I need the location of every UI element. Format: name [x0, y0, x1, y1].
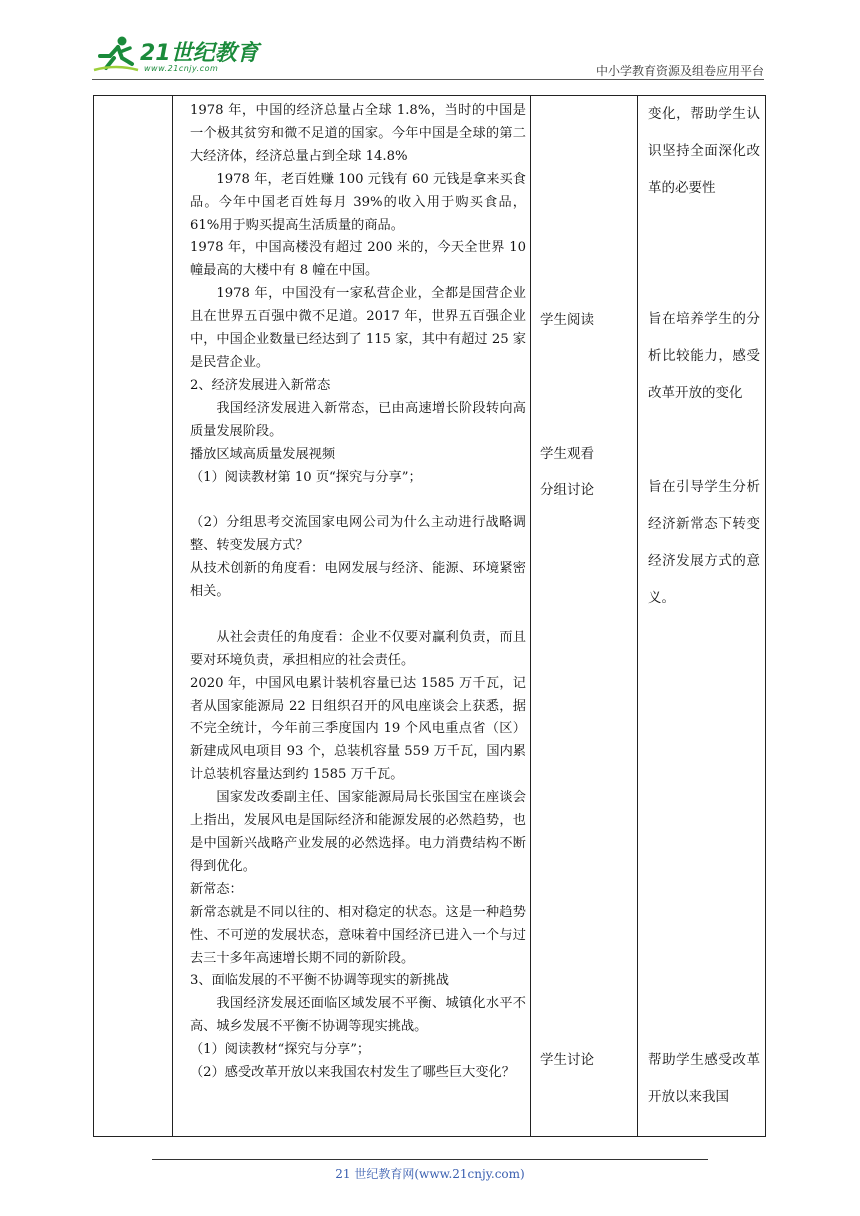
- column-divider: [530, 96, 531, 1136]
- content-paragraph: 2020 年，中国风电累计装机容量已达 1585 万千瓦，记者从国家能源局 22 日组织召开的风电座谈会上获悉，据不完全统计，今年前三季度国内 19 个风电重点省（区）新建成风电项目 93 个，总装机容量 559 万千瓦，国内累计总装机容量达到约 1585 万千瓦。: [190, 675, 526, 783]
- design-intent: 帮助学生感受改革开放以来我国: [648, 1052, 760, 1105]
- content-paragraph: 3、面临发展的不平衡不协调等现实的新挑战: [190, 973, 449, 989]
- runner-logo-icon: [92, 34, 140, 74]
- content-paragraph: 我国经济发展还面临区域发展不平衡、城镇化水平不高、城乡发展不平衡不协调等现实挑战。: [190, 996, 526, 1035]
- content-paragraph: 1978 年，老百姓赚 100 元钱有 60 元钱是拿来买食品。今年中国老百姓每月 39%的收入用于购买食品，61%用于购买提高生活质量的商品。: [190, 171, 526, 233]
- content-paragraph: 播放区域高质量发展视频: [190, 446, 336, 462]
- student-activity: [540, 302, 630, 338]
- student-activity: [540, 1042, 630, 1078]
- content-paragraph: （2）分组思考交流国家电网公司为什么主动进行战略调整、转变发展方式？: [190, 515, 526, 554]
- content-paragraph: 1978 年，中国没有一家私营企业，全都是国营企业且在世界五百强中微不足道。2017 年，世界五百强企业中，中国企业数量已经达到了 115 家，其中有超过 25 家是民营企业。: [190, 286, 526, 370]
- activity-line: 分组讨论: [540, 482, 594, 498]
- platform-name: 中小学教育资源及组卷应用平台: [595, 64, 764, 78]
- student-activity: [540, 436, 630, 508]
- content-paragraph: 我国经济发展进入新常态，已由高速增长阶段转向高质量发展阶段。: [190, 400, 526, 439]
- design-intent: 旨在引导学生分析经济新常态下转变经济发展方式的意义。: [648, 479, 760, 606]
- activity-line: 学生阅读: [540, 312, 594, 328]
- content-paragraph: 国家发改委副主任、国家能源局局长张国宝在座谈会上指出，发展风电是国际经济和能源发展的必然趋势，也是中国新兴战略产业发展的必然选择。电力消费结构不断得到优化。: [190, 790, 526, 874]
- design-intent: 旨在培养学生的分析比较能力，感受改革开放的变化: [648, 311, 760, 401]
- content-paragraph: （1）阅读教材“探究与分享”；: [190, 1042, 371, 1058]
- activity-line: 学生观看: [540, 446, 594, 462]
- content-paragraph: 新常态就是不同以往的、相对稳定的状态。这是一种趋势性、不可逆的发展状态，意味着中国经济已进入一个与过去三十多年高速增长期不同的新阶段。: [190, 904, 526, 966]
- logo-text: 21世纪教育: [140, 41, 259, 66]
- logo-url: www.21cnjy.com: [144, 64, 219, 73]
- site-logo[interactable]: [92, 30, 292, 78]
- blank-line: [190, 604, 526, 627]
- footer-divider: [152, 1159, 708, 1160]
- content-paragraph: 1978 年，中国高楼没有超过 200 米的，今天全世界 10 幢最高的大楼中有 8 幢在中国。: [190, 240, 526, 279]
- design-intent: 变化，帮助学生认识坚持全面深化改革的必要性: [648, 106, 760, 196]
- blank-line: [190, 489, 526, 512]
- column-divider: [172, 96, 173, 1136]
- page-header: [92, 30, 764, 80]
- content-paragraph: 从技术创新的角度看：电网发展与经济、能源、环境紧密相关。: [190, 561, 526, 600]
- footer-text[interactable]: 21 世纪教育网(www.21cnjy.com): [335, 1167, 525, 1181]
- teaching-content: [190, 100, 526, 1085]
- column-divider: [637, 96, 638, 1136]
- lesson-table: [93, 95, 766, 1137]
- content-paragraph: 从社会责任的角度看：企业不仅要对赢利负责，而且要对环境负责，承担相应的社会责任。: [190, 629, 526, 668]
- content-paragraph: 1978 年，中国的经济总量占全球 1.8%，当时的中国是一个极其贫穷和微不足道的国家。今年中国是全球的第二大经济体，经济总量占到全球 14.8%: [190, 103, 526, 164]
- content-paragraph: （1）阅读教材第 10 页“探究与分享”；: [190, 469, 422, 485]
- content-paragraph: 2、经济发展进入新常态: [190, 377, 331, 393]
- content-paragraph: 新常态：: [190, 881, 243, 897]
- content-paragraph: （2）感受改革开放以来我国农村发生了哪些巨大变化？: [190, 1065, 515, 1081]
- activity-line: 学生讨论: [540, 1052, 594, 1068]
- header-divider: [92, 79, 764, 80]
